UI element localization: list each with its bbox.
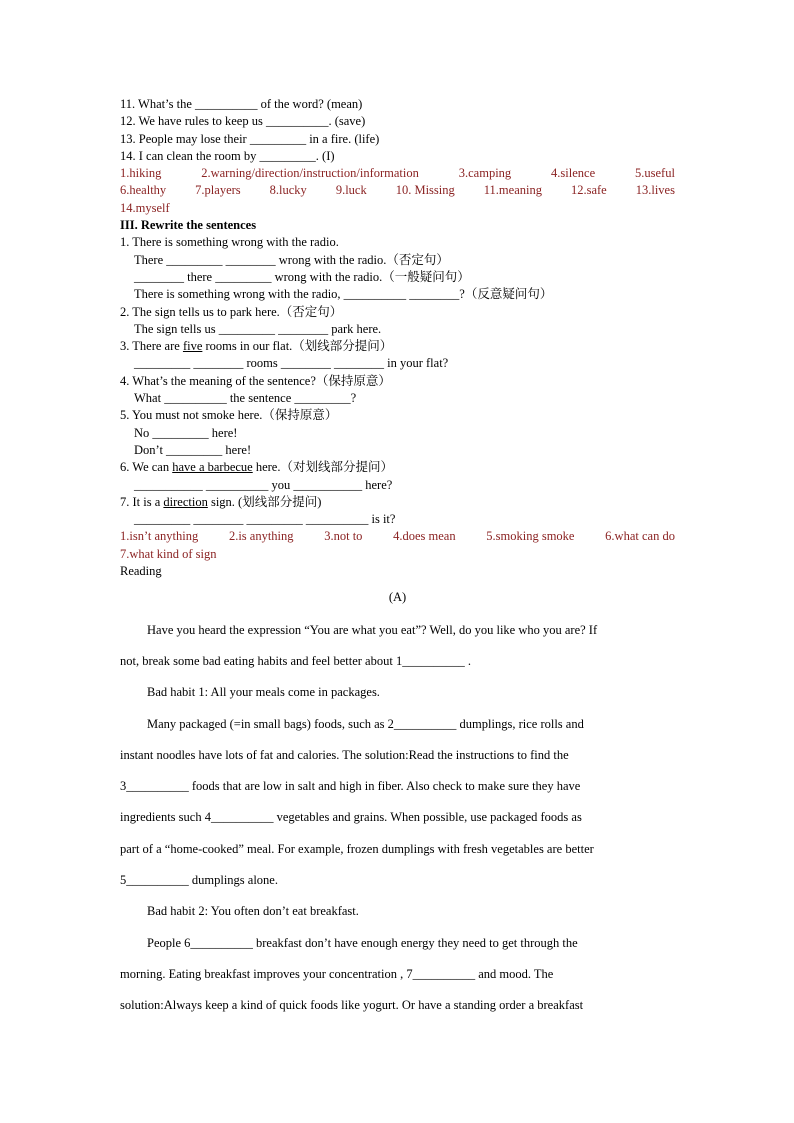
section-title: III. Rewrite the sentences [120, 218, 257, 233]
passage-line: Many packaged (=in small bags) foods, such as 2__________ dumplings, rice rolls and [147, 716, 584, 731]
rewrite-q2: 2. The sign tells us to park here.（否定句） [120, 304, 343, 319]
rewrite-q4a: What __________ the sentence _________? [134, 391, 357, 406]
answer-item: 1.hiking [120, 166, 162, 181]
underlined-text: direction [163, 494, 208, 509]
rewrite-q6 [120, 459, 675, 476]
answer-item: 7.players [195, 183, 241, 198]
rewrite-q5a: No _________ here! [134, 425, 238, 440]
text: sign. (划线部分提问) [207, 494, 322, 509]
rewrite-q7a: _________ ________ _________ __________ is it? [134, 512, 396, 527]
passage-line: not, break some bad eating habits and feel better about 1__________ . [120, 653, 471, 668]
rewrite-q5b: Don’t _________ here! [134, 442, 252, 457]
passage-heading: Bad habit 1: All your meals come in packages. [147, 685, 380, 700]
answer-item: 9.luck [335, 183, 367, 198]
underlined-text: five [182, 339, 203, 354]
text: 7. It is a [120, 494, 164, 509]
passage-heading: Bad habit 2: You often don’t eat breakfast. [147, 904, 359, 919]
answer-item: 12.safe [570, 183, 607, 198]
text: here.（对划线部分提问） [252, 460, 393, 475]
answer-item: 1.isn’t anything [120, 529, 199, 544]
question-12: 12. We have rules to keep us __________. (save) [120, 114, 366, 129]
passage-line: 3__________ foods that are low in salt and high in fiber. Also check to make sure they have [120, 779, 581, 794]
text: rooms in our flat.（划线部分提问） [202, 339, 393, 354]
answer-item: 4.silence [551, 166, 596, 181]
rewrite-q1a: There _________ ________ wrong with the radio.（否定句） [134, 252, 449, 267]
rewrite-q7 [120, 494, 675, 511]
passage-line: 5__________ dumplings alone. [120, 872, 278, 887]
text: 6. We can [120, 460, 173, 475]
passage-line: part of a “home-cooked” meal. For example, frozen dumplings with fresh vegetables are better [120, 841, 594, 856]
answer-item: 10. Missing [395, 183, 455, 198]
passage-line: Have you heard the expression “You are what you eat”? Well, do you like who you are? If [147, 622, 598, 637]
rewrite-q3a: _________ ________ rooms ________ ________ in your flat? [134, 356, 449, 371]
question-14: 14. I can clean the room by _________. (I) [120, 148, 335, 163]
answer-item: 5.smoking smoke [486, 529, 575, 544]
passage-line: solution:Always keep a kind of quick foods like yogurt. Or have a standing order a breakfast [120, 998, 584, 1013]
passage-line: People 6__________ breakfast don’t have enough energy they need to get through the [147, 935, 578, 950]
answer-item: 8.lucky [269, 183, 307, 198]
document-page [120, 96, 675, 1021]
rewrite-q3 [120, 338, 675, 355]
answer-item: 11.meaning [483, 183, 542, 198]
passage-label: (A) [388, 590, 407, 605]
rewrite-q1b: ________ there _________ wrong with the radio.（一般疑问句） [134, 269, 470, 284]
answer-key-line-1 [120, 165, 675, 182]
text: 3. There are [120, 339, 183, 354]
reading-heading: Reading [120, 564, 162, 579]
rewrite-q5: 5. You must not smoke here.（保持原意） [120, 408, 338, 423]
answer-item: 7.what kind of sign [120, 546, 217, 561]
answer-item: 3.not to [324, 529, 363, 544]
answer-key-line-2 [120, 182, 675, 199]
answer-key-line-5 [120, 546, 675, 563]
rewrite-q1: 1. There is something wrong with the radio. [120, 235, 339, 250]
rewrite-q6a: ___________ __________ you ___________ here? [134, 477, 393, 492]
answer-item: 6.healthy [120, 183, 167, 198]
answer-key-line-4 [120, 528, 675, 545]
answer-item: 4.does mean [393, 529, 456, 544]
answer-key-line-3 [120, 200, 675, 217]
answer-item: 6.what can do [605, 529, 675, 544]
answer-item: 13.lives [635, 183, 675, 198]
answer-item: 5.useful [635, 166, 675, 181]
answer-item: 14.myself [120, 200, 170, 215]
answer-item: 2.warning/direction/instruction/information [201, 166, 419, 181]
rewrite-q4: 4. What’s the meaning of the sentence?（保持原意） [120, 373, 391, 388]
passage-line: morning. Eating breakfast improves your concentration , 7__________ and mood. The [120, 966, 554, 981]
underlined-text: have a barbecue [172, 460, 253, 475]
answer-item: 2.is anything [228, 529, 294, 544]
passage-line: instant noodles have lots of fat and calories. The solution:Read the instructions to find the [120, 747, 569, 762]
question-11: 11. What’s the __________ of the word? (mean) [120, 97, 363, 111]
passage-line: ingredients such 4__________ vegetables and grains. When possible, use packaged foods as [120, 810, 582, 825]
rewrite-q2a: The sign tells us _________ ________ park here. [134, 321, 382, 336]
rewrite-q1c: There is something wrong with the radio, __________ ________?（反意疑问句） [134, 287, 553, 302]
answer-item: 3.camping [458, 166, 512, 181]
question-13: 13. People may lose their _________ in a fire. (life) [120, 131, 380, 146]
